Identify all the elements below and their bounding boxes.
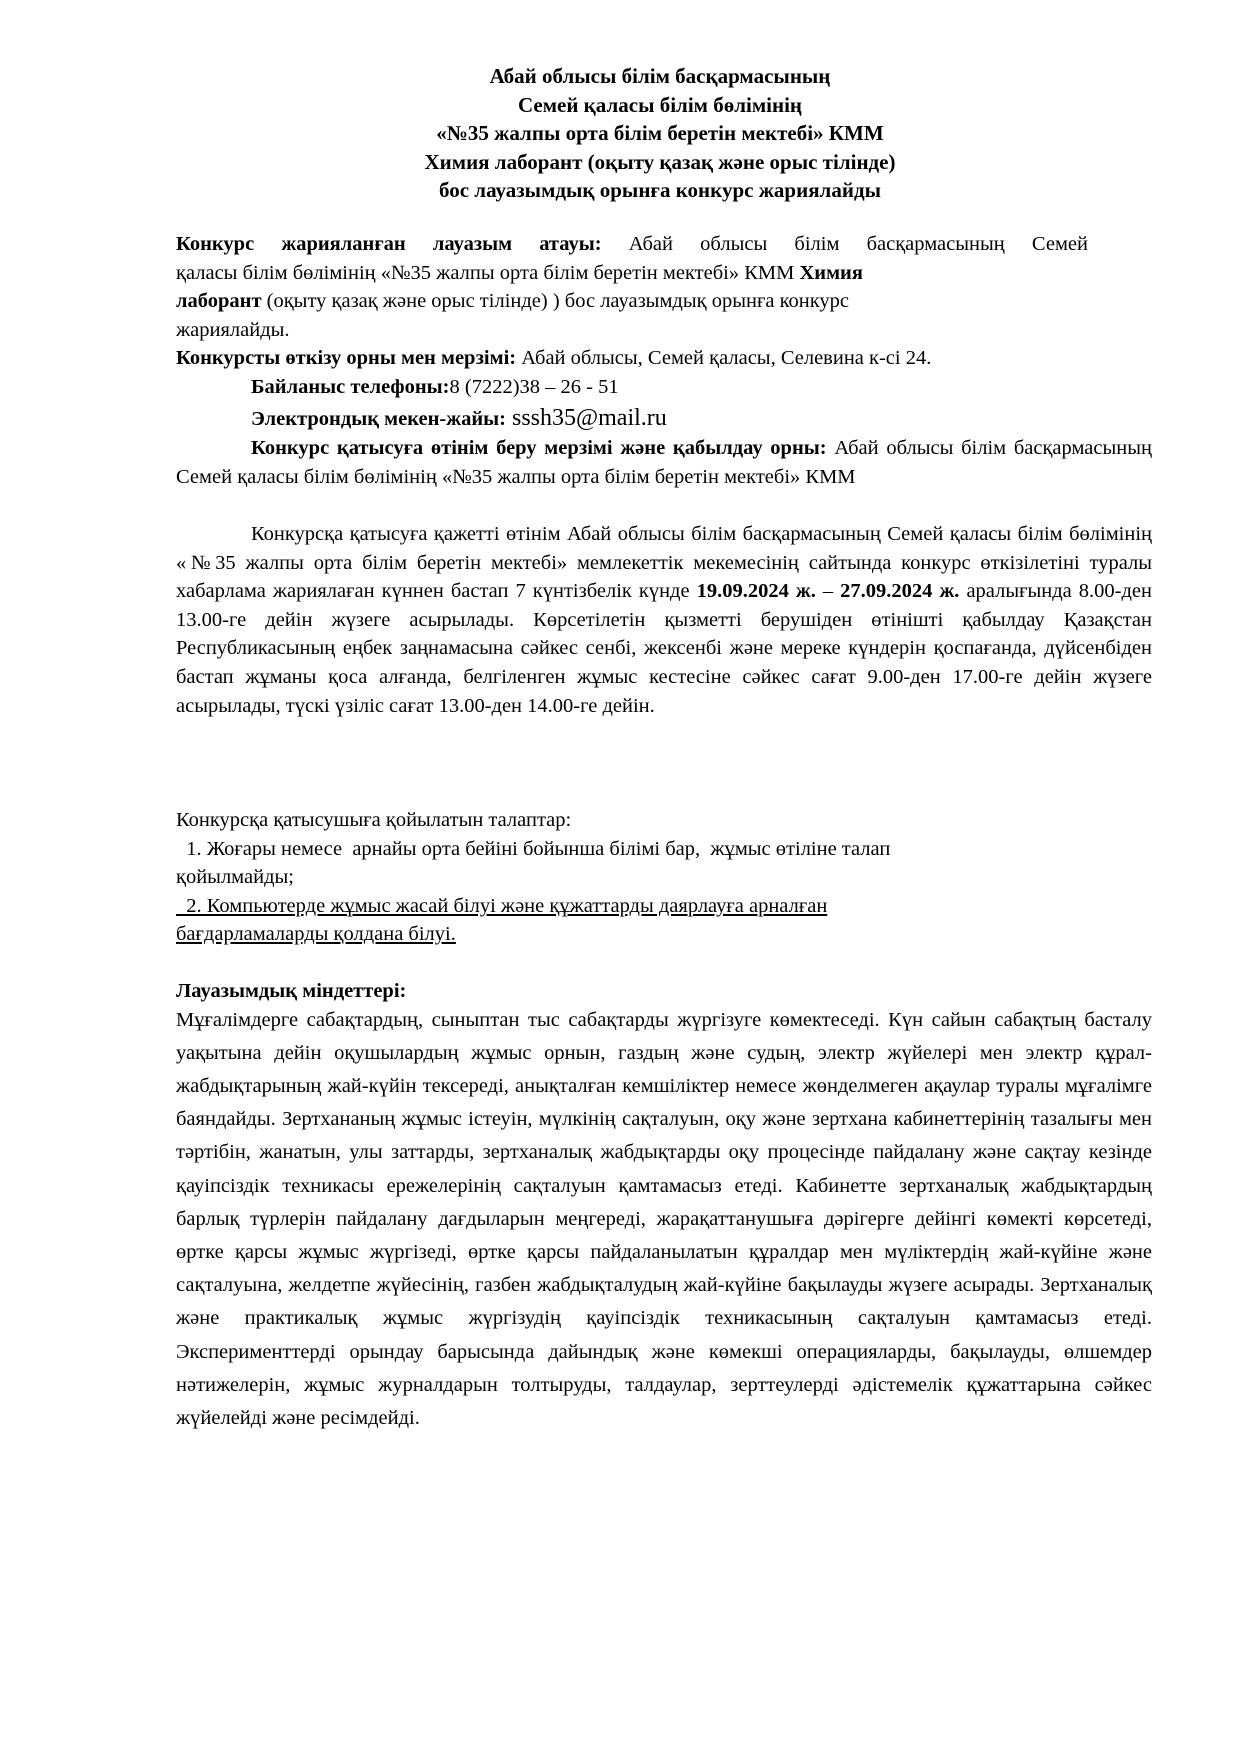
- requirements-title: Конкурсқа қатысушыға қойылатын талаптар:: [176, 809, 572, 831]
- application-text: Абай облысы білім басқармасының Семей қаласы білім бөлімінің «№35 жалпы орта білім беретін мектебі» КММ: [176, 437, 1152, 488]
- venue-text: Абай облысы, Семей қаласы, Селевина к-сі 24.: [516, 347, 932, 369]
- duties-text: Мұғалімдерге сабақтардың, сыныптан тыс сабақтарды жүргізуге көмектеседі. Күн сайын сабақтың басталу уақытына дейін оқушылардың жұмыс орнын, газдың және судың, электр жүйелері мен электр құрал-жабдықтарының жай-күйін тексереді, анықталған кемшіліктер немесе жөнделмеген ақаулар туралы мұғалімге баяндайды. Зертхананың жұмыс істеуін, мүлкінің сақталуын, оқу және зертхана кабинеттерінің тазалығы мен тәртібін, жанатын, улы заттарды, зертханалық жабдықтарды оқу процесінде пайдалану және сақтау кезінде қауіпсіздік техникасы ережелерінің сақталуын қамтамасыз етеді. Кабинетте зертханалық жабдықтардың барлық түрлерін пайдалану дағдыларын меңгереді, жарақаттанушыға дәрігерге дейінгі көмекті көрсетеді, өртке қарсы жұмыс жүргізеді, өртке қарсы пайдаланылатын құралдар мен мүліктердің жай-күйіне және сақталуына, желдетпе жүйесінің, газбен жабдықталудың жай-күйіне бақылауды жүзеге асырады. Зертханалық және практикалық жұмыс жүргізудің қауіпсіздік техникасының сақталуын қамтамасыз етеді. Эксперименттерді орындау барысында дайындық және көмекші операцияларды, бақылауды, өлшемдер нәтижелерін, жұмыс журналдарын толтыруды, талдаулар, зерттеулерді әдістемелік құжаттарына сәйкес жүйелейді және ресімдейді.: [176, 1008, 1152, 1430]
- email-label: Электрондық мекен-жайы:: [251, 408, 506, 430]
- duties-section: [176, 977, 1152, 1435]
- phone-label: Байланыс телефоны:: [251, 376, 450, 398]
- position-title-bold-2: лаборант: [176, 290, 262, 313]
- position-title-bold-1: Химия: [799, 261, 863, 284]
- header-line-2: Семей қаласы білім бөлімінің: [517, 92, 803, 117]
- requirement-1-line-1: 1. Жоғары немесе арнайы орта бейіні бойынша білімі бар, жұмыс өтіліне талап: [176, 837, 891, 860]
- requirements-section: [176, 806, 1152, 949]
- position-text-3: (оқыту қазақ және орыс тілінде) ) бос лауазымдық орынға конкурс: [261, 290, 849, 313]
- header-line-3: «№35 жалпы орта білім беретін мектебі» КММ: [436, 121, 884, 146]
- announcement-header: [280, 62, 1040, 205]
- procedure-rest: аралығында 8.00-ден 13.00-ге дейін жүзеге асырылады. Көрсетілетін қызметті берушіден өтінішті қабылдау Қазақстан Республикасының еңбек заңнамасына сәйкес сенбі, жексенбі және мереке күндерін қоспағанда, дүйсенбіден бастап жұманы қоса алғанда, белгіленген жұмыс кестесіне сәйкес сағат 9.00-ден 17.00-ге дейін жүзеге асырылады, түскі үзіліс сағат 13.00-ден 14.00-ге дейін.: [176, 580, 1152, 717]
- application-paragraph: [176, 434, 1152, 491]
- requirement-2-line-2: бағдарламаларды қолдана білуі.: [176, 923, 456, 946]
- date-to: 27.09.2024 ж.: [840, 580, 960, 603]
- venue-line: [176, 344, 1152, 373]
- phone-line: [251, 373, 1151, 402]
- position-text-1: Абай облысы білім басқармасының Семей: [601, 233, 1088, 255]
- position-label: Конкурс жарияланған лауазым атауы:: [176, 233, 602, 255]
- duties-title: Лауазымдық міндеттері:: [176, 980, 407, 1002]
- phone-value: 8 (7222)38 – 26 - 51: [449, 376, 619, 398]
- requirement-1-line-2: қойылмайды;: [176, 866, 294, 889]
- date-from: 19.09.2024 ж.: [696, 580, 816, 603]
- procedure-intro: Конкурсқа қатысуға қажетті өтінім Абай облысы білім басқармасының Семей қаласы білім бөлімінің «№35 жалпы орта білім беретін мектебі» мемлекеттік мекемесінің сайтында конкурс өткізілетіні туралы хабарлама жариялаған күннен бастап 7 күнтізбелік күнде: [176, 523, 1152, 603]
- header-line-1: Абай облысы білім басқармасының: [489, 64, 831, 88]
- venue-label: Конкурсты өткізу орны мен мерзімі:: [176, 347, 517, 369]
- email-line: [251, 404, 1151, 434]
- requirement-2-line-1: 2. Компьютерде жұмыс жасай білуі және құжаттарды даярлауға арналған: [176, 894, 828, 917]
- email-value: sssh35@mail.ru: [506, 405, 667, 431]
- position-text-4: жариялайды.: [176, 318, 290, 341]
- position-text-2: қаласы білім бөлімінің «№35 жалпы орта білім беретін мектебі» КММ: [176, 261, 800, 284]
- date-dash: –: [815, 580, 841, 603]
- header-line-4: Химия лаборант (оқыту қазақ және орыс тілінде): [424, 149, 896, 174]
- application-label: Конкурс қатысуға өтінім беру мерзімі және қабылдау орны:: [251, 437, 827, 459]
- procedure-paragraph: [176, 520, 1152, 720]
- header-line-5: бос лауазымдық орынға конкурс жариялайды: [439, 178, 881, 203]
- position-paragraph: [176, 230, 1152, 344]
